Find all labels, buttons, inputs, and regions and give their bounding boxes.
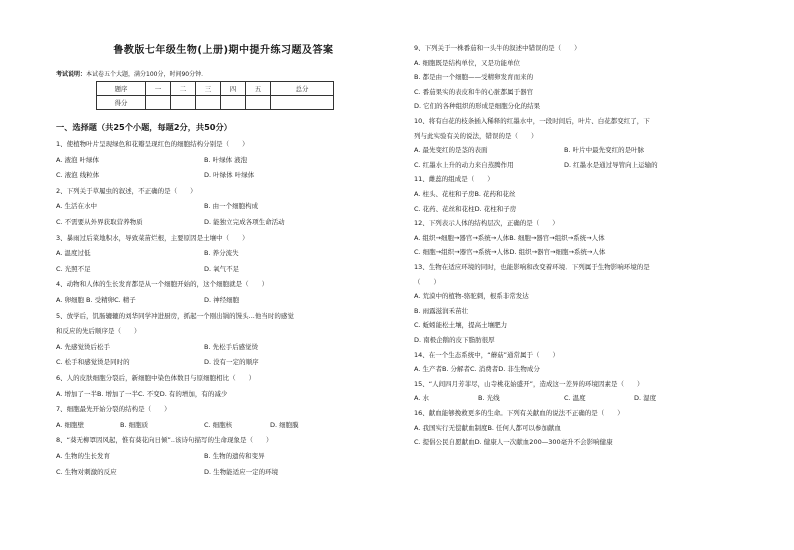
score-cell[interactable] <box>221 96 246 110</box>
answer-option[interactable]: A. 温度过低 <box>56 249 91 258</box>
answer-option[interactable]: C. 红墨水上升的动力来自蒸腾作用 <box>414 160 514 169</box>
score-row-label: 得分 <box>97 96 146 110</box>
answer-option[interactable]: A. 最先变红的是茎的表面 <box>414 146 488 155</box>
score-cell[interactable] <box>271 96 334 110</box>
answer-option[interactable]: A. 细胞壁 <box>56 420 84 429</box>
answer-option[interactable]: D. 湿度 <box>634 394 657 403</box>
question-text-cont: 和反应的先后顺序是（ ） <box>56 327 141 336</box>
question-text: 10、将有白花的枝条插入稀释的红墨水中，一段时间后，叶片、白花都变红了，下 <box>414 117 650 125</box>
answer-option[interactable]: A. 生物的生长发育 <box>56 452 110 460</box>
score-header: 四 <box>221 82 246 96</box>
answer-option[interactable]: A. 组织→细胞→器官→系统→人体B. 细胞→器官→组织→系统→人体 <box>414 233 605 242</box>
score-header: 二 <box>171 82 196 96</box>
answer-option[interactable]: D. 南极企鹅的皮下脂肪很厚 <box>414 336 495 344</box>
answer-option[interactable]: C. 光照不足 <box>56 264 91 273</box>
question-text: 7、细胞最先开始分裂的结构是（ ） <box>56 405 171 414</box>
note-text: 本试卷五个大题，满分100分，时间90分钟． <box>86 71 208 78</box>
answer-option[interactable]: D. 能独立完成各项生命活动 <box>204 218 285 226</box>
answer-option[interactable]: D. 细胞膜 <box>270 420 299 429</box>
question-text: 15、“人间四月芳菲尽，山寺桃花始盛开”，造成这一差异的环境因素是（ ） <box>414 379 644 388</box>
answer-option[interactable]: A. 卵细胞 B. 受精卵C. 精子 <box>56 296 136 304</box>
question-text: 3、暴雨过后菜地积水，导致菜苗烂根，主要原因是土壤中（ ） <box>56 233 249 242</box>
score-table <box>96 81 334 110</box>
answer-option[interactable]: D. 神经细胞 <box>204 296 240 304</box>
answer-option[interactable]: B. 雨露滋润禾苗壮 <box>414 306 469 315</box>
answer-option[interactable]: B. 都是由一个细胞——受精卵发育而来的 <box>414 73 534 82</box>
question-text: 16、献血能够挽救更多的生命。下列有关献血的说法不正确的是（ ） <box>414 409 624 417</box>
question-text: 12、下列表示人体的结构层次，正确的是（ ） <box>414 219 559 228</box>
answer-option[interactable]: B. 细胞质 <box>120 420 149 429</box>
score-cell[interactable] <box>196 96 221 110</box>
section-heading: 一、选择题（共25个小题，每题2分，共50分） <box>56 122 232 132</box>
note-label: 考试说明： <box>56 71 87 78</box>
answer-option[interactable]: C. 花药、花丝和花柱D. 花柱和子房 <box>414 204 517 213</box>
score-header: 一 <box>146 82 171 96</box>
answer-option[interactable]: C. 提倡公民自愿献血D. 健康人一次献血200—300毫升不会影响健康 <box>414 438 613 447</box>
answer-option[interactable]: A. 增加了一半B. 增加了一半C. 不变D. 有的增加，有的减少 <box>56 389 228 398</box>
answer-option[interactable]: A. 细胞既是结构单位，又是功能单位 <box>414 58 520 67</box>
question-text: 1、使植物叶片呈现绿色和花瓣呈现红色的细胞结构分别是（ ） <box>56 140 249 148</box>
answer-option[interactable]: C. 松手和感觉烫是同时的 <box>56 358 130 367</box>
question-text: 2、下列关于草履虫的叙述，不正确的是（ ） <box>56 186 197 195</box>
answer-option[interactable]: B. 先松手后感觉烫 <box>204 342 259 351</box>
exam-note <box>56 69 207 78</box>
answer-option[interactable]: A. 我国实行无偿献血制度B. 任何人都可以参加献血 <box>414 423 562 432</box>
answer-option[interactable]: A. 生产者B. 分解者C. 消费者D. 非生物成分 <box>414 365 540 374</box>
score-cell[interactable] <box>146 96 171 110</box>
question-text-cont: 列与此实验有关的说法，错误的是（ ） <box>414 131 538 140</box>
answer-option[interactable]: C. 细胞→组织→器官→系统→人体D. 组织→器官→细胞→系统→人体 <box>414 248 606 257</box>
answer-option[interactable]: A. 先感觉烫后松手 <box>56 342 110 351</box>
answer-option[interactable]: C. 蚯蚓能松土壤，提高土壤肥力 <box>414 321 508 330</box>
answer-option[interactable]: C. 温度 <box>564 394 586 403</box>
answer-option[interactable]: A. 水 <box>414 394 429 403</box>
answer-option[interactable]: C. 液泡 线粒体 <box>56 171 100 180</box>
score-cell[interactable] <box>171 96 196 110</box>
answer-option[interactable]: B. 叶绿体 液泡 <box>204 155 248 164</box>
score-header-row <box>97 82 334 96</box>
question-text: 11、雌蕊的组成是（ ） <box>414 175 494 184</box>
question-text: 6、人的皮肤细胞分裂后，新细胞中染色体数目与原细胞相比（ ） <box>56 374 256 382</box>
question-text: 8、“葵无柳罩因风起，惟有葵花向日倾”..该诗句描写的生命现象是（ ） <box>56 436 273 445</box>
answer-option[interactable]: B. 叶片中最先变红的是叶脉 <box>564 146 645 155</box>
score-header: 总分 <box>271 82 334 96</box>
answer-option[interactable]: A. 柱头、花柱和子房B. 花药和花丝 <box>414 190 516 198</box>
answer-option[interactable]: D. 氧气不足 <box>204 264 240 273</box>
question-text-cont: （ ） <box>414 277 440 286</box>
answer-option[interactable]: A. 荒漠中的植物-骆驼刺，根系非常发达 <box>414 292 529 301</box>
question-text: 14、在一个生态系统中，“蘑菇”通常属于（ ） <box>414 350 560 359</box>
answer-option[interactable]: A. 液泡 叶绿体 <box>56 155 100 164</box>
answer-option[interactable]: B. 养分流失 <box>204 249 239 258</box>
answer-option[interactable]: C. 不需要从外界获取营养物质 <box>56 218 143 226</box>
answer-option[interactable]: D. 叶绿体 叶绿体 <box>204 171 255 180</box>
score-cell[interactable] <box>246 96 271 110</box>
question-text: 4、动物和人体的生长发育都是从一个细胞开始的，这个细胞就是（ ） <box>56 280 269 289</box>
score-row <box>97 96 334 110</box>
answer-option[interactable]: C. 细胞核 <box>204 420 233 429</box>
answer-option[interactable]: A. 生活在水中 <box>56 202 97 211</box>
answer-option[interactable]: B. 由一个细胞构成 <box>204 202 259 211</box>
question-text: 9、下列关于一株番茄和一头牛的叙述中错误的是（ ） <box>414 44 581 52</box>
score-header: 五 <box>246 82 271 96</box>
answer-option[interactable]: B. 生物的遗传和变异 <box>204 452 265 460</box>
answer-option[interactable]: B. 光线 <box>478 394 500 403</box>
question-text: 5、放学后，饥肠辘辘的刘华同学冲进厨房，抓起一个刚出锅的馒头...他当时的感觉 <box>56 311 294 320</box>
question-text: 13、生物在适应环境的同时，也能影响和改变着环境．下列属于生物影响环境的是 <box>414 263 650 271</box>
answer-option[interactable]: C. 生物对刺激的反应 <box>56 467 117 476</box>
score-header: 题序 <box>97 82 146 96</box>
page-title: 鲁教版七年级生物(上册)期中提升练习题及答案 <box>113 45 334 56</box>
answer-option[interactable]: D. 它们的各种组织的形成是细胞分化的结果 <box>414 102 541 111</box>
answer-option[interactable]: D. 红墨水是通过导管向上运输的 <box>564 160 658 169</box>
score-header: 三 <box>196 82 221 96</box>
answer-option[interactable]: D. 生物能适应一定的环境 <box>204 467 279 476</box>
answer-option[interactable]: C. 番茄果实的表皮和牛的心脏都属于器官 <box>414 87 534 96</box>
answer-option[interactable]: D. 没有一定的顺序 <box>204 358 259 367</box>
